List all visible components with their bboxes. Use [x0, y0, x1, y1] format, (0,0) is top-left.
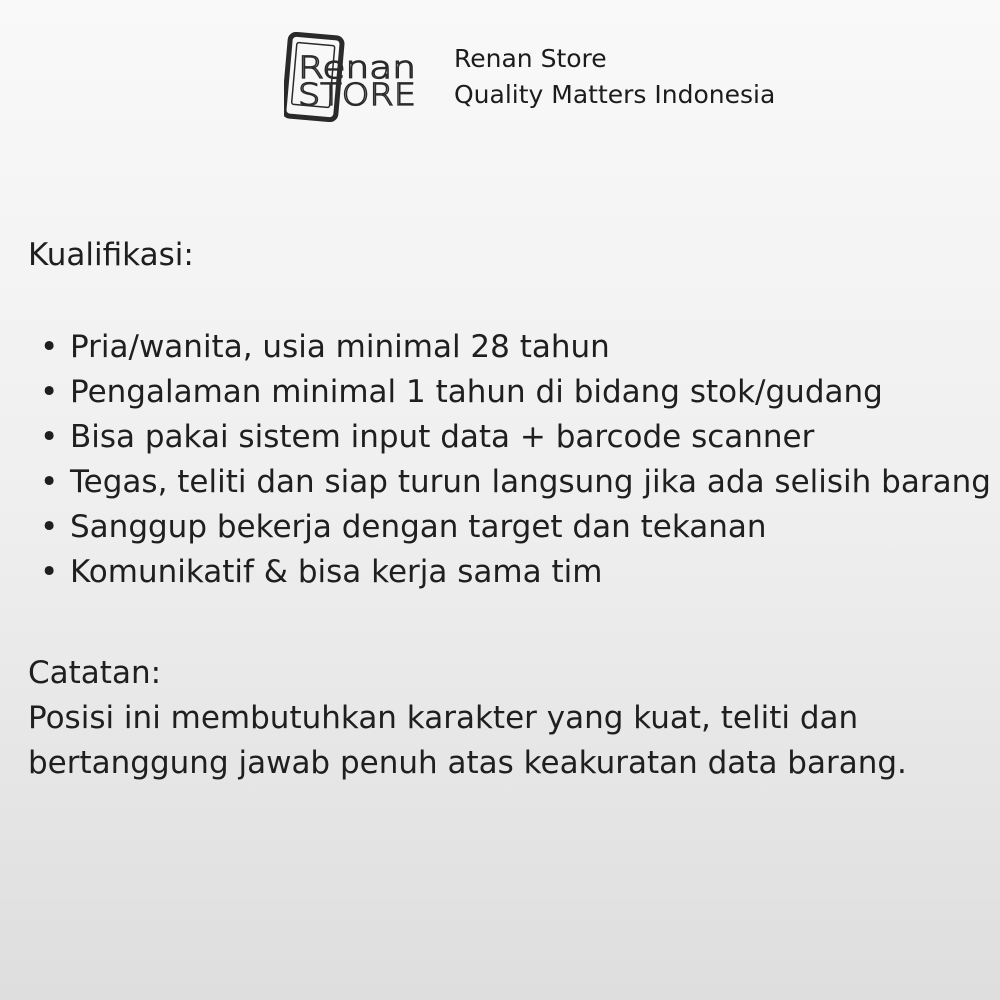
brand-name: Renan Store — [454, 44, 607, 73]
bullet-icon: • — [40, 509, 59, 545]
list-item — [28, 415, 988, 460]
bullet-icon: • — [40, 464, 59, 500]
bullet-icon: • — [40, 419, 59, 455]
list-item-text: Komunikatif & bisa kerja sama tim — [70, 554, 603, 590]
bullet-icon: • — [40, 554, 59, 590]
list-item-text: Pria/wanita, usia minimal 28 tahun — [70, 329, 610, 365]
logo-text-top: Renan — [298, 51, 416, 86]
note-heading: Catatan: — [28, 655, 162, 691]
list-item-text: Bisa pakai sistem input data + barcode scanner — [70, 419, 815, 455]
note-text-line: bertanggung jawab penuh atas keakuratan data barang. — [28, 745, 907, 781]
list-item — [28, 325, 988, 370]
list-item-text: Tegas, teliti dan siap turun langsung jika ada selisih barang — [70, 464, 991, 500]
bullet-icon: • — [40, 374, 59, 410]
list-item — [28, 550, 988, 595]
main-content — [28, 231, 991, 786]
list-item — [28, 460, 991, 505]
bullet-icon: • — [40, 329, 59, 365]
list-item-text: Pengalaman minimal 1 tahun di bidang stok/gudang — [70, 374, 883, 410]
brand-tagline: Quality Matters Indonesia — [454, 80, 776, 109]
note-text-line: Posisi ini membutuhkan karakter yang kuat, teliti dan — [28, 700, 859, 736]
list-item-text: Sanggup bekerja dengan target dan tekanan — [70, 509, 767, 545]
list-item — [28, 505, 988, 550]
brand-block — [454, 41, 775, 113]
note-section — [28, 651, 988, 786]
list-item — [28, 370, 988, 415]
qualifications-heading: Kualifikasi: — [28, 237, 194, 273]
logo-text-bottom: STORE — [298, 78, 416, 113]
qualifications-list — [28, 325, 991, 595]
header — [284, 32, 775, 122]
renan-store-logo-icon — [284, 32, 420, 122]
